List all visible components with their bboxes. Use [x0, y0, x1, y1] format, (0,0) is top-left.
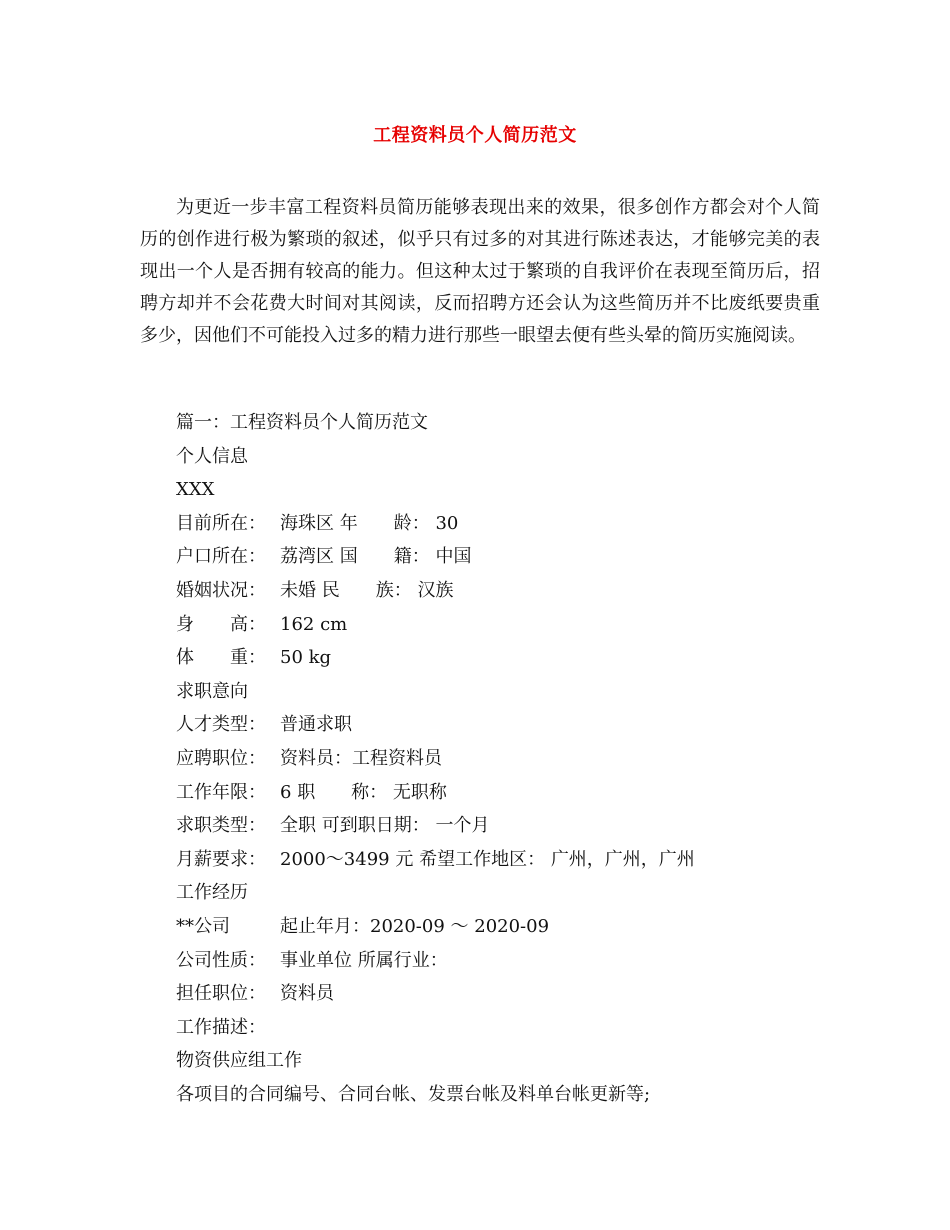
- document-title: 工程资料员个人简历范文: [373, 125, 577, 146]
- intro-paragraph: 为更近一步丰富工程资料员简历能够表现出来的效果，很多创作方都会对个人简历的创作进行极为繁琐的叙述，似乎只有过多的对其进行陈述表达，才能够完美的表现出一个人是否拥有较高的能力。但这种太过于繁琐的自我评价在表现至简历后，招聘方却并不会花费大时间对其阅读，反而招聘方还会认为这些简历并不比废纸要贵重多少，因他们不可能投入过多的精力进行那些一眼望去便有些头晕的简历实施阅读。: [140, 197, 820, 346]
- nationality-value: 中国: [435, 546, 472, 568]
- desc-line-1: 物资供应组工作: [176, 1050, 302, 1072]
- hukou-nationality-row: [176, 540, 836, 574]
- position-row: [176, 742, 836, 776]
- weight-value: 50 kg: [280, 647, 332, 669]
- location-value: 海珠区: [280, 512, 334, 534]
- role-label: 担任职位：: [176, 983, 266, 1005]
- job-type-value: 全职: [280, 815, 316, 837]
- title-label: 职 称：: [297, 781, 388, 803]
- job-type-label: 求职类型：: [176, 815, 266, 837]
- area-label: 希望工作地区：: [419, 848, 546, 870]
- role-value: 资料员: [280, 983, 334, 1005]
- company-name: **公司: [176, 915, 230, 937]
- marital-ethnicity-row: [176, 574, 836, 608]
- desc-label: 工作描述：: [176, 1016, 266, 1038]
- marital-value: 未婚: [280, 579, 316, 601]
- marital-label: 婚姻状况：: [176, 579, 266, 601]
- nationality-label: 国 籍：: [339, 546, 430, 568]
- talent-type-row: [176, 708, 836, 742]
- ethnicity-value: 汉族: [417, 579, 454, 601]
- hukou-value: 荔湾区: [280, 546, 334, 568]
- start-value: 一个月: [435, 815, 490, 837]
- start-label: 可到职日期：: [321, 815, 430, 837]
- age-label: 年 龄：: [339, 512, 430, 534]
- personal-info-heading: 个人信息: [176, 445, 248, 467]
- location-age-row: [176, 507, 836, 541]
- period-value: 2020-09 ～ 2020-09: [370, 915, 550, 937]
- period-label: 起止年月：: [280, 915, 370, 937]
- desc-line-2: 各项目的合同编号、合同台帐、发票台帐及料单台帐更新等;: [176, 1083, 651, 1105]
- years-label: 工作年限：: [176, 781, 266, 803]
- height-value: 162 cm: [280, 613, 348, 635]
- nature-label: 公司性质：: [176, 949, 266, 971]
- ethnicity-label: 民 族：: [321, 579, 412, 601]
- nature-value: 事业单位: [280, 949, 352, 971]
- section-heading: 篇一：工程资料员个人简历范文: [176, 412, 428, 433]
- work-history-heading: 工作经历: [176, 882, 248, 904]
- position-value: 资料员：工程资料员: [280, 747, 442, 769]
- company-row: [176, 910, 836, 944]
- area-value: 广州，广州，广州: [550, 848, 695, 870]
- years-title-row: [176, 776, 836, 810]
- industry-label: 所属行业：: [357, 949, 448, 971]
- salary-area-row: [176, 843, 836, 877]
- weight-label: 体 重：: [176, 647, 266, 669]
- weight-row: [176, 641, 836, 675]
- title-value: 无职称: [392, 781, 447, 803]
- salary-value: 2000～3499 元: [280, 848, 414, 870]
- talent-type-value: 普通求职: [280, 714, 352, 736]
- years-value: 6: [280, 781, 292, 803]
- nature-industry-row: [176, 944, 836, 978]
- height-label: 身 高：: [176, 613, 266, 635]
- salary-label: 月薪要求：: [176, 848, 266, 870]
- role-row: [176, 977, 836, 1011]
- talent-type-label: 人才类型：: [176, 714, 266, 736]
- name-field: XXX: [176, 479, 215, 501]
- position-label: 应聘职位：: [176, 747, 266, 769]
- job-type-row: [176, 809, 836, 843]
- location-label: 目前所在：: [176, 512, 266, 534]
- job-intent-heading: 求职意向: [176, 680, 248, 702]
- age-value: 30: [435, 512, 459, 534]
- hukou-label: 户口所在：: [176, 546, 266, 568]
- height-row: [176, 608, 836, 642]
- resume-body: [176, 406, 836, 1111]
